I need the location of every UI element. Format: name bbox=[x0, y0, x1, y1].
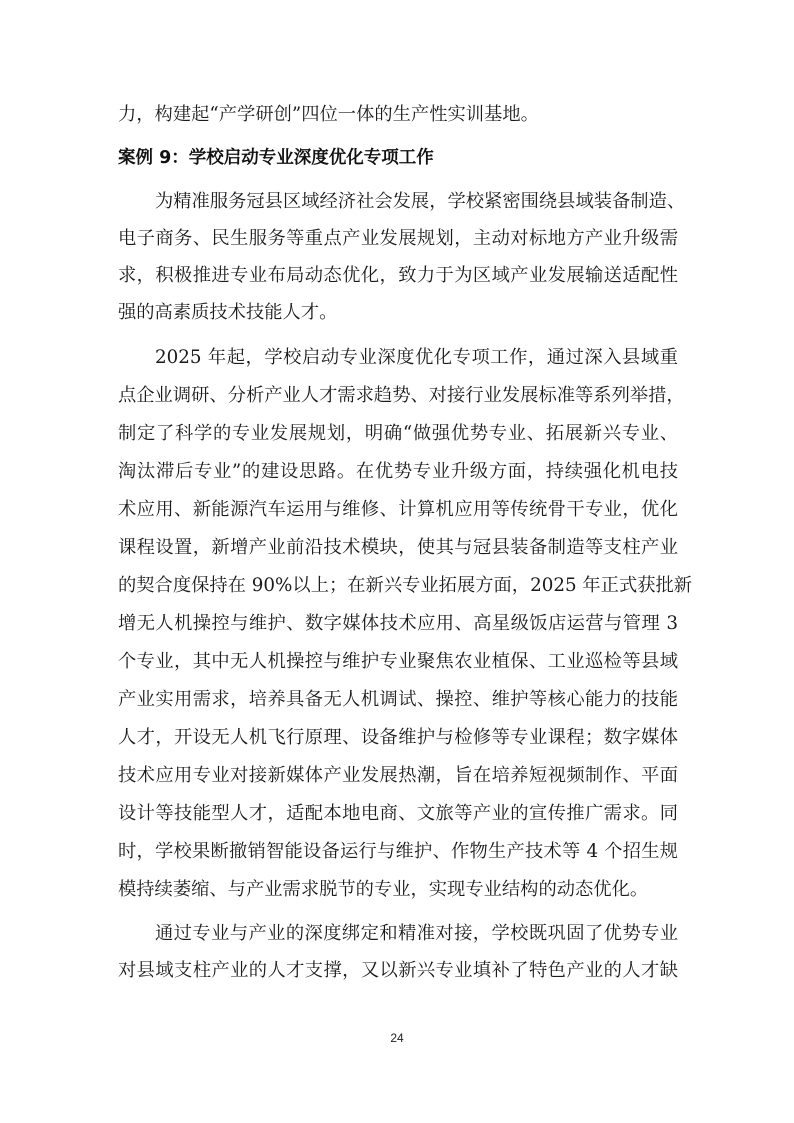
page-number: 24 bbox=[390, 1031, 404, 1045]
paragraph-1-line-4: 强的高素质技术技能人才。 bbox=[118, 302, 338, 323]
paragraph-2-line-4: 淘汰滞后专业”的建设思路。在优势专业升级方面，持续强化机电技 bbox=[118, 461, 678, 482]
paragraph-2-line-15: 模持续萎缩、与产业需求脱节的专业，实现专业结构的动态优化。 bbox=[118, 879, 649, 900]
paragraph-2-line-10: 产业实用需求，培养具备无人机调试、操控、维护等核心能力的技能 bbox=[118, 689, 678, 710]
paragraph-2-line-11: 人才，开设无人机飞行原理、设备维护与检修等专业课程；数字媒体 bbox=[118, 727, 678, 748]
paragraph-3-line-1: 通过专业与产业的深度绑定和精准对接，学校既巩固了优势专业 bbox=[155, 923, 678, 944]
text-line-continuation: 力，构建起“产学研创”四位一体的生产性实训基地。 bbox=[118, 104, 539, 125]
paragraph-1-line-1: 为精准服务冠县区域经济社会发展，学校紧密围绕县域装备制造、 bbox=[155, 191, 686, 212]
paragraph-1-line-3: 求，积极推进专业布局动态优化，致力于为区域产业发展输送适配性 bbox=[118, 265, 678, 286]
paragraph-2-line-9: 个专业，其中无人机操控与维护专业聚焦农业植保、工业巡检等县域 bbox=[118, 651, 678, 672]
paragraph-2-line-1: 2025 年起，学校启动专业深度优化专项工作，通过深入县域重 bbox=[155, 347, 678, 368]
paragraph-2-line-13: 设计等技能型人才，适配本地电商、文旅等产业的宣传推广需求。同 bbox=[118, 803, 678, 824]
case-heading: 案例 9：学校启动专业深度优化专项工作 bbox=[118, 148, 434, 168]
paragraph-2-line-6: 课程设置，新增产业前沿技术模块，使其与冠县装备制造等支柱产业 bbox=[118, 537, 678, 558]
paragraph-2-line-8: 增无人机操控与维护、数字媒体技术应用、高星级饭店运营与管理 3 bbox=[118, 613, 678, 634]
paragraph-2-line-3: 制定了科学的专业发展规划，明确“做强优势专业、拓展新兴专业、 bbox=[118, 423, 678, 444]
paragraph-2-line-5: 术应用、新能源汽车运用与维修、计算机应用等传统骨干专业，优化 bbox=[118, 499, 678, 520]
paragraph-2-line-7: 的契合度保持在 90%以上；在新兴专业拓展方面，2025 年正式获批新 bbox=[118, 575, 693, 596]
paragraph-2-line-12: 技术应用专业对接新媒体产业发展热潮，旨在培养短视频制作、平面 bbox=[118, 765, 678, 786]
paragraph-1-line-2: 电子商务、民生服务等重点产业发展规划，主动对标地方产业升级需 bbox=[118, 228, 678, 249]
paragraph-2-line-14: 时，学校果断撤销智能设备运行与维护、作物生产技术等 4 个招生规 bbox=[118, 841, 678, 862]
paragraph-3-line-2: 对县域支柱产业的人才支撑，又以新兴专业填补了特色产业的人才缺 bbox=[118, 960, 678, 981]
paragraph-2-line-2: 点企业调研、分析产业人才需求趋势、对接行业发展标准等系列举措， bbox=[118, 385, 685, 406]
